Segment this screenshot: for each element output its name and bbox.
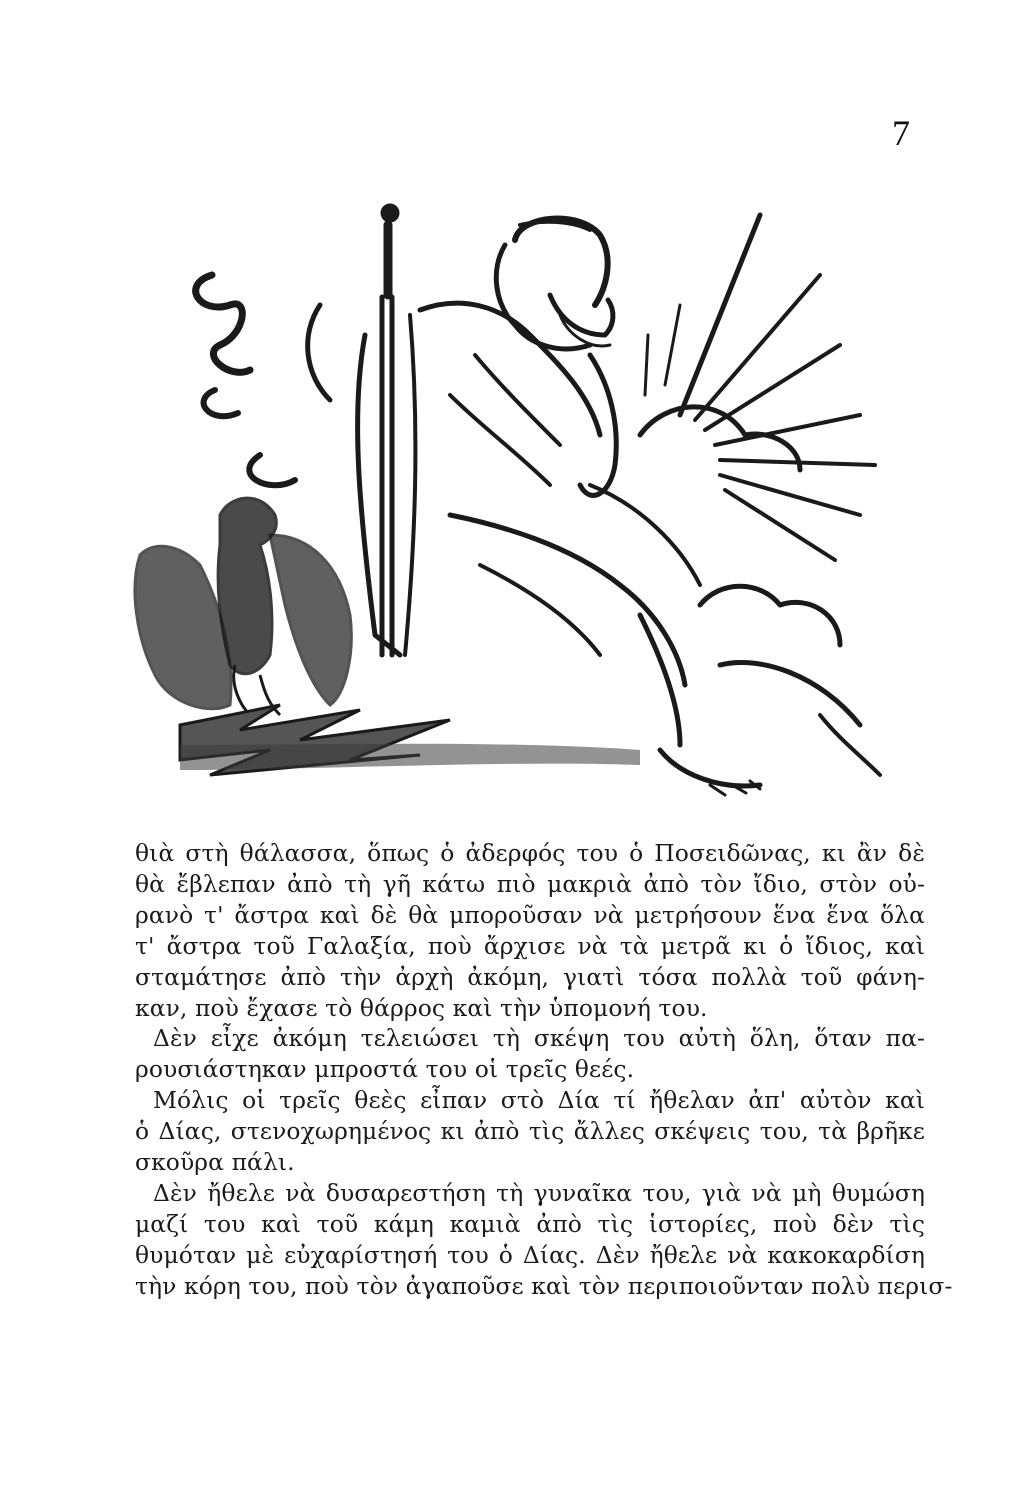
text-line: ρανὸ τ' ἄστρα καὶ δὲ θὰ μποροῦσαν νὰ μετρήσουν ἕνα ἕνα ὅλα — [135, 900, 925, 929]
text-line: θὰ ἔβλεπαν ἀπὸ τὴ γῆ κάτω πιὸ μακριὰ ἀπὸ τὸν ἴδιο, στὸν οὐ- — [135, 869, 925, 898]
text-line: Μόλις οἱ τρεῖς θεὲς εἶπαν στὸ Δία τί ἤθελαν ἀπ' αὐτὸν καὶ — [153, 1086, 925, 1115]
text-line: Δὲν ἤθελε νὰ δυσαρεστήση τὴ γυναῖκα του, γιὰ νὰ μὴ θυμώση — [153, 1178, 925, 1207]
text-line: τὴν κόρη του, ποὺ τὸν ἀγαποῦσε καὶ τὸν περιποιοῦνταν πολὺ περισ- — [135, 1271, 953, 1300]
text-line: σταμάτησε ἀπὸ τὴν ἀρχὴ ἀκόμη, γιατὶ τόσα πολλὰ τοῦ φάνη- — [135, 962, 925, 991]
zeus-illustration — [120, 185, 910, 805]
text-line: ὁ Δίας, στενοχωρημένος κι ἀπὸ τὶς ἄλλες σκέψεις του, τὰ βρῆκε — [135, 1117, 925, 1146]
text-line: θιὰ στὴ θάλασσα, ὅπως ὁ ἀδερφός του ὁ Ποσειδῶνας, κι ἂν δὲ — [135, 839, 925, 867]
text-line: μαζί του καὶ τοῦ κάμη καμιὰ ἀπὸ τὶς ἱστορίες, ποὺ δὲν τὶς — [135, 1209, 925, 1238]
text-line: Δὲν εἶχε ἀκόμη τελειώσει τὴ σκέψη του αὐτὴ ὅλη, ὅταν πα- — [153, 1024, 925, 1053]
page-number: 7 — [892, 113, 910, 153]
text-line: τ' ἄστρα τοῦ Γαλαξία, ποὺ ἄρχισε νὰ τὰ μετρᾶ κι ὁ ἴδιος, καὶ — [135, 931, 925, 960]
text-line: θυμόταν μὲ εὐχαρίστησή του ὁ Δίας. Δὲν ἤθελε νὰ κακοκαρδίση — [135, 1240, 925, 1269]
text-line: καν, ποὺ ἔχασε τὸ θάρρος καὶ τὴν ὑπομονή του. — [135, 993, 708, 1022]
body-text — [135, 838, 953, 1302]
text-line: ρουσιάστηκαν μπροστά του οἱ τρεῖς θεές. — [135, 1055, 635, 1084]
text-line: σκοῦρα πάλι. — [135, 1148, 295, 1177]
